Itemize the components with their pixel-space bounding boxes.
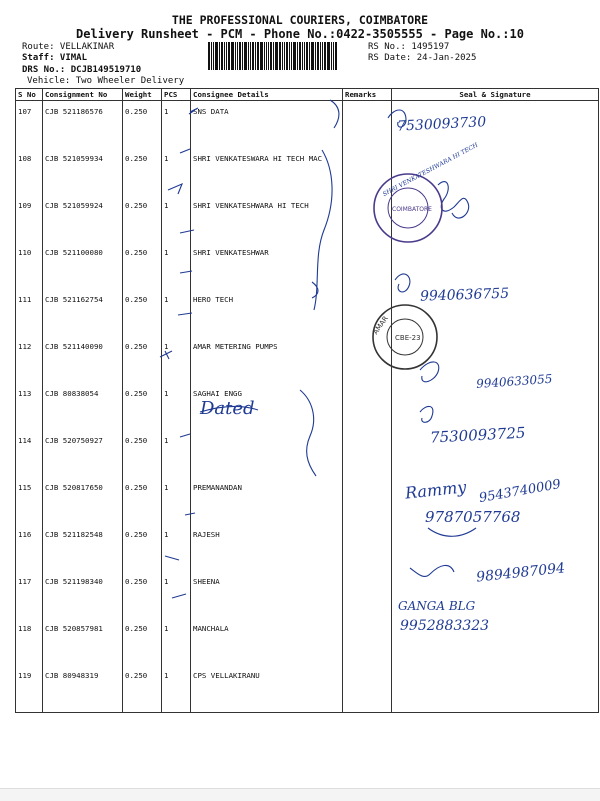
row-remarks [343, 289, 392, 336]
barcode-bar [242, 42, 243, 70]
barcode-bar [304, 42, 305, 70]
row-remarks [343, 430, 392, 477]
barcode-bar [244, 42, 247, 70]
barcode-bar [231, 42, 234, 70]
barcode-bar [260, 42, 263, 70]
barcode-bar [266, 42, 267, 70]
row-weight: 0.250 [123, 665, 162, 713]
row-pcs: 1 [162, 571, 191, 618]
row-remarks [343, 524, 392, 571]
row-consignment: CJB 521059934 [43, 148, 123, 195]
barcode-bar [289, 42, 290, 70]
row-consignee: SHRI VENKATESWARA HI TECH MAC [191, 148, 343, 195]
row-consignment: CJB 521100080 [43, 242, 123, 289]
barcode-bar [302, 42, 303, 70]
rs-number: RS No.: 1495197 [368, 42, 450, 52]
row-weight: 0.250 [123, 524, 162, 571]
col-signature: Seal & Signature [392, 89, 599, 101]
row-sno: 107 [16, 101, 43, 149]
row-consignee: SNS DATA [191, 101, 343, 149]
row-sno: 117 [16, 571, 43, 618]
row-signature [392, 148, 599, 195]
signature-phone: 9787057768 [425, 508, 521, 526]
barcode-bar [213, 42, 214, 70]
table-row [16, 524, 599, 571]
barcode-bar [299, 42, 301, 70]
row-consignee: RAJESH [191, 524, 343, 571]
barcode-bar [297, 42, 298, 70]
row-consignee: SHRI VENKATESHWARA HI TECH [191, 195, 343, 242]
barcode-bar [248, 42, 249, 70]
row-sno: 109 [16, 195, 43, 242]
barcode-bar [235, 42, 236, 70]
barcode-bar [324, 42, 326, 70]
barcode-bar [282, 42, 283, 70]
barcode-bar [224, 42, 225, 70]
row-consignment: CJB 521059924 [43, 195, 123, 242]
barcode-bar [273, 42, 274, 70]
col-remarks: Remarks [343, 89, 392, 101]
row-sno: 113 [16, 383, 43, 430]
table-row [16, 571, 599, 618]
barcode-bar [291, 42, 292, 70]
barcode-bar [306, 42, 308, 70]
barcode-bar [286, 42, 288, 70]
signature-phone: 9543740009 [477, 476, 563, 507]
row-pcs: 1 [162, 195, 191, 242]
row-pcs: 1 [162, 618, 191, 665]
row-signature [392, 430, 599, 477]
row-pcs: 1 [162, 477, 191, 524]
row-remarks [343, 383, 392, 430]
row-consignment: CJB 521198340 [43, 571, 123, 618]
barcode-bar [228, 42, 230, 70]
row-signature [392, 665, 599, 713]
col-consignment: Consignment No [43, 89, 123, 101]
barcode-bar [327, 42, 330, 70]
barcode-bar [320, 42, 321, 70]
table-row [16, 477, 599, 524]
row-signature [392, 618, 599, 665]
row-weight: 0.250 [123, 477, 162, 524]
row-signature [392, 383, 599, 430]
barcode-bar [264, 42, 265, 70]
row-weight: 0.250 [123, 101, 162, 149]
row-remarks [343, 571, 392, 618]
barcode-bar [219, 42, 220, 70]
table-row [16, 618, 599, 665]
row-remarks [343, 242, 392, 289]
row-consignment: CJB 520817650 [43, 477, 123, 524]
staff-label: Staff: VIMAL [22, 53, 88, 63]
barcode-bar [208, 42, 210, 70]
row-sno: 114 [16, 430, 43, 477]
row-weight: 0.250 [123, 195, 162, 242]
row-weight: 0.250 [123, 430, 162, 477]
row-sno: 115 [16, 477, 43, 524]
row-signature [392, 101, 599, 149]
stamp-city: COIMBATORE [392, 206, 432, 213]
barcode-bar [309, 42, 310, 70]
row-consignee: SAGHAI ENGG [191, 383, 343, 430]
table-row [16, 430, 599, 477]
col-weight: Weight [123, 89, 162, 101]
row-weight: 0.250 [123, 618, 162, 665]
row-weight: 0.250 [123, 242, 162, 289]
row-signature [392, 195, 599, 242]
barcode-bar [275, 42, 278, 70]
row-consignment: CJB 521140090 [43, 336, 123, 383]
signature-phone: 7530093730 [396, 114, 487, 135]
barcode-bar [257, 42, 259, 70]
signature-phone: 9952883323 [400, 618, 490, 634]
signature-name: Rammy [404, 477, 468, 503]
row-weight: 0.250 [123, 336, 162, 383]
row-sno: 110 [16, 242, 43, 289]
barcode-bar [279, 42, 281, 70]
row-remarks [343, 618, 392, 665]
row-signature [392, 524, 599, 571]
row-sno: 118 [16, 618, 43, 665]
row-pcs: 1 [162, 242, 191, 289]
table-row [16, 336, 599, 383]
route-label: Route: VELLAKINAR [22, 42, 115, 52]
row-remarks [343, 336, 392, 383]
row-consignee: SHEENA [191, 571, 343, 618]
barcode-bar [315, 42, 316, 70]
row-weight: 0.250 [123, 289, 162, 336]
barcode [208, 42, 358, 70]
signature-phone: 9894987094 [475, 560, 566, 586]
row-pcs: 1 [162, 148, 191, 195]
row-signature [392, 571, 599, 618]
runsheet-title: Delivery Runsheet - PCM - Phone No.:0422-3505555 - Page No.:10 [76, 27, 524, 41]
row-consignee: PREMANANDAN [191, 477, 343, 524]
row-consignment: CJB 520750927 [43, 430, 123, 477]
row-consignee: AMAR METERING PUMPS [191, 336, 343, 383]
row-sno: 112 [16, 336, 43, 383]
row-consignment: CJB 521162754 [43, 289, 123, 336]
barcode-bar [215, 42, 218, 70]
barcode-bar [317, 42, 319, 70]
row-signature [392, 477, 599, 524]
row-sno: 116 [16, 524, 43, 571]
company-title: THE PROFESSIONAL COURIERS, COIMBATORE [171, 13, 429, 27]
row-consignment: CJB 80838054 [43, 383, 123, 430]
table-row [16, 289, 599, 336]
table-header-row [16, 89, 599, 101]
barcode-bar [322, 42, 323, 70]
barcode-bar [221, 42, 223, 70]
row-remarks [343, 665, 392, 713]
remark-handwriting: Dated [200, 398, 255, 419]
stamp-city: CBE-23 [395, 334, 421, 342]
row-sno: 111 [16, 289, 43, 336]
table-row [16, 383, 599, 430]
row-pcs: 1 [162, 336, 191, 383]
row-weight: 0.250 [123, 571, 162, 618]
barcode-bar [237, 42, 238, 70]
barcode-bar [335, 42, 337, 70]
barcode-bar [255, 42, 256, 70]
barcode-bar [293, 42, 296, 70]
col-pcs: PCS [162, 89, 191, 101]
consignment-table [15, 88, 599, 713]
row-pcs: 1 [162, 665, 191, 713]
row-consignee [191, 430, 343, 477]
col-sno: S No [16, 89, 43, 101]
signature-name: GANGA BLG [398, 599, 476, 613]
signature-phone: 9940633055 [475, 371, 553, 392]
row-signature [392, 242, 599, 289]
barcode-bar [311, 42, 314, 70]
drs-number: DRS No.: DCJB149519710 [22, 65, 142, 75]
row-pcs: 1 [162, 524, 191, 571]
barcode-bar [250, 42, 251, 70]
barcode-bar [331, 42, 332, 70]
row-remarks [343, 477, 392, 524]
row-consignment: CJB 521186576 [43, 101, 123, 149]
stamp-text: SHRI VENKATESHWARA HI TECH [381, 141, 480, 198]
row-weight: 0.250 [123, 148, 162, 195]
row-weight: 0.250 [123, 383, 162, 430]
col-consignee: Consignee Details [191, 89, 343, 101]
row-consignee: CPS VELLAKIRANU [191, 665, 343, 713]
table-row [16, 101, 599, 149]
row-remarks [343, 195, 392, 242]
barcode-bar [239, 42, 241, 70]
row-signature [392, 336, 599, 383]
barcode-bar [268, 42, 269, 70]
barcode-bar [252, 42, 254, 70]
rs-date: RS Date: 24-Jan-2025 [368, 53, 477, 63]
table-row [16, 242, 599, 289]
row-sno: 108 [16, 148, 43, 195]
row-signature [392, 289, 599, 336]
table-row [16, 665, 599, 713]
barcode-bar [333, 42, 334, 70]
signature-phone: 9940636755 [419, 285, 510, 305]
table-row [16, 195, 599, 242]
row-pcs: 1 [162, 289, 191, 336]
barcode-bar [284, 42, 285, 70]
row-pcs: 1 [162, 101, 191, 149]
row-pcs: 1 [162, 430, 191, 477]
vehicle-label: Vehicle: Two Wheeler Delivery [27, 76, 185, 86]
row-consignee: SHRI VENKATESHWAR [191, 242, 343, 289]
barcode-bar [226, 42, 227, 70]
barcode-bar [270, 42, 272, 70]
page-bottom-edge [0, 788, 600, 801]
row-consignee: HERO TECH [191, 289, 343, 336]
row-consignee: MANCHALA [191, 618, 343, 665]
row-consignment: CJB 521182548 [43, 524, 123, 571]
row-pcs: 1 [162, 383, 191, 430]
row-consignment: CJB 80948319 [43, 665, 123, 713]
signature-phone: 7530093725 [429, 423, 526, 447]
row-sno: 119 [16, 665, 43, 713]
stamp-text: AMAR [371, 314, 390, 337]
row-consignment: CJB 520857981 [43, 618, 123, 665]
row-remarks [343, 101, 392, 149]
row-remarks [343, 148, 392, 195]
table-row [16, 148, 599, 195]
barcode-bar [211, 42, 212, 70]
